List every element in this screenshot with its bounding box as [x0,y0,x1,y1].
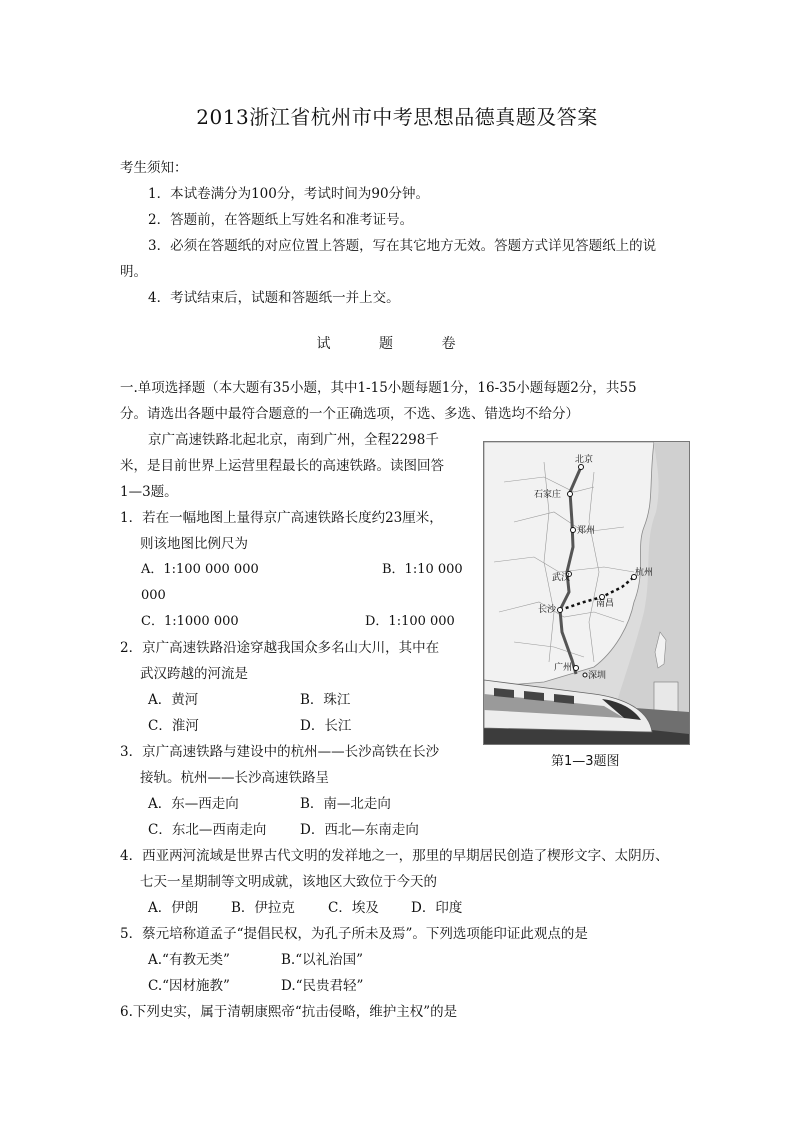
figure-caption: 第1—3题图 [551,754,620,769]
q2-stem-line-2: 武汉跨越的河流是 [140,666,248,682]
city-label-guangzhou: 广州 [554,663,573,673]
q4-stem-line-1: 4．西亚两河流域是世界古代文明的发祥地之一，那里的早期居民创造了楔形文字、太阴历、 [120,848,669,864]
railway-map [484,442,689,744]
city-label-hangzhou: 杭州 [635,568,654,578]
q4-option-b: B．伊拉克 [231,900,295,916]
page-title: 2013浙江省杭州市中考思想品德真题及答案 [196,105,598,129]
q2-option-b: B．珠江 [300,692,351,708]
q5-option-c: C.“因材施教” [148,978,230,994]
intro-line-2: 米，是目前世界上运营里程最长的高速铁路。读图回答 [120,458,444,474]
q4-option-c: C．埃及 [328,900,379,916]
q5-option-b: B.“以礼治国” [281,952,364,968]
q2-stem-line-1: 2．京广高速铁路沿途穿越我国众多名山大川，其中在 [120,640,440,656]
q6-stem: 6.下列史实，属于清朝康熙帝“抗击侵略，维护主权”的是 [120,1004,458,1020]
city-label-beijing: 北京 [575,455,594,465]
city-label-wuhan: 武汉 [552,573,571,583]
city-label-changsha: 长沙 [538,605,557,615]
intro-line-3: 1—3题。 [120,484,178,500]
shenzhen-dot [583,673,587,677]
city-label-shenzhen: 深圳 [588,671,607,681]
q1-option-b: B．1:10 000 [382,562,463,577]
q5-option-d: D.“民贵君轻” [281,978,364,994]
notice-item-4: 4．考试结束后，试题和答题纸一并上交。 [148,290,400,306]
q3-stem-line-2: 接轨。杭州——长沙高速铁路呈 [140,770,329,786]
notice-item-2: 2．答题前，在答题纸上写姓名和准考证号。 [148,212,414,228]
q4-option-d: D．印度 [411,900,463,916]
beijing-dot [579,465,584,470]
part1-instructions-line-2: 分。请选出各题中最符合题意的一个正确选项，不选、多选、错选均不给分） [120,406,579,422]
q5-option-a: A.“有教无类” [148,952,230,968]
notice-item-3-line-2: 明。 [120,264,147,280]
q2-option-a: A．黄河 [148,692,199,708]
q1-option-c: C．1:1000 000 [141,614,239,629]
q5-stem: 5．蔡元培称道孟子“提倡民权，为孔子所未及焉”。下列选项能印证此观点的是 [120,926,588,942]
q3-option-b: B．南—北走向 [300,796,391,812]
inset-map-box [654,682,678,712]
city-label-nanchang: 南昌 [596,599,615,609]
city-label-shijiazhuang: 石家庄 [534,490,562,500]
notice-item-1: 1．本试卷满分为100分，考试时间为90分钟。 [148,186,430,202]
city-label-zhengzhou: 郑州 [577,526,596,536]
q1-stem-line-2: 则该地图比例尺为 [140,536,248,552]
q4-stem-line-2: 七天一星期制等文明成就，该地区大致位于今天的 [140,874,437,890]
q3-stem-line-1: 3．京广高速铁路与建设中的杭州——长沙高铁在长沙 [120,744,440,760]
q1-option-d: D．1:100 000 [365,614,455,629]
q1-option-a: A．1:100 000 000 [141,562,259,577]
q1-option-b-continued: 000 [141,588,166,603]
guangzhou-dot [574,666,579,671]
section-title: 试 题 卷 [316,336,478,352]
q3-option-a: A．东—西走向 [148,796,239,812]
q2-option-c: C．淮河 [148,718,199,734]
q4-option-a: A．伊朗 [148,900,199,916]
intro-line-1: 京广高速铁路北起北京，南到广州，全程2298千 [148,432,439,448]
q3-option-d: D．西北—东南走向 [300,822,419,838]
changsha-dot [558,608,563,613]
railway-map-figure [483,441,690,745]
notice-heading: 考生须知： [120,160,188,176]
part1-instructions-line-1: 一.单项选择题（本大题有35小题，其中1-15小题每题1分，16-35小题每题2分，共55 [120,380,637,396]
notice-item-3-line-1: 3．必须在答题纸的对应位置上答题，写在其它地方无效。答题方式详见答题纸上的说 [148,238,657,254]
q3-option-c: C．东北—西南走向 [148,822,267,838]
q2-option-d: D．长江 [300,718,352,734]
zhengzhou-dot [571,528,576,533]
shijiazhuang-dot [568,492,573,497]
q1-stem-line-1: 1．若在一幅地图上量得京广高速铁路长度约23厘米， [120,510,443,526]
